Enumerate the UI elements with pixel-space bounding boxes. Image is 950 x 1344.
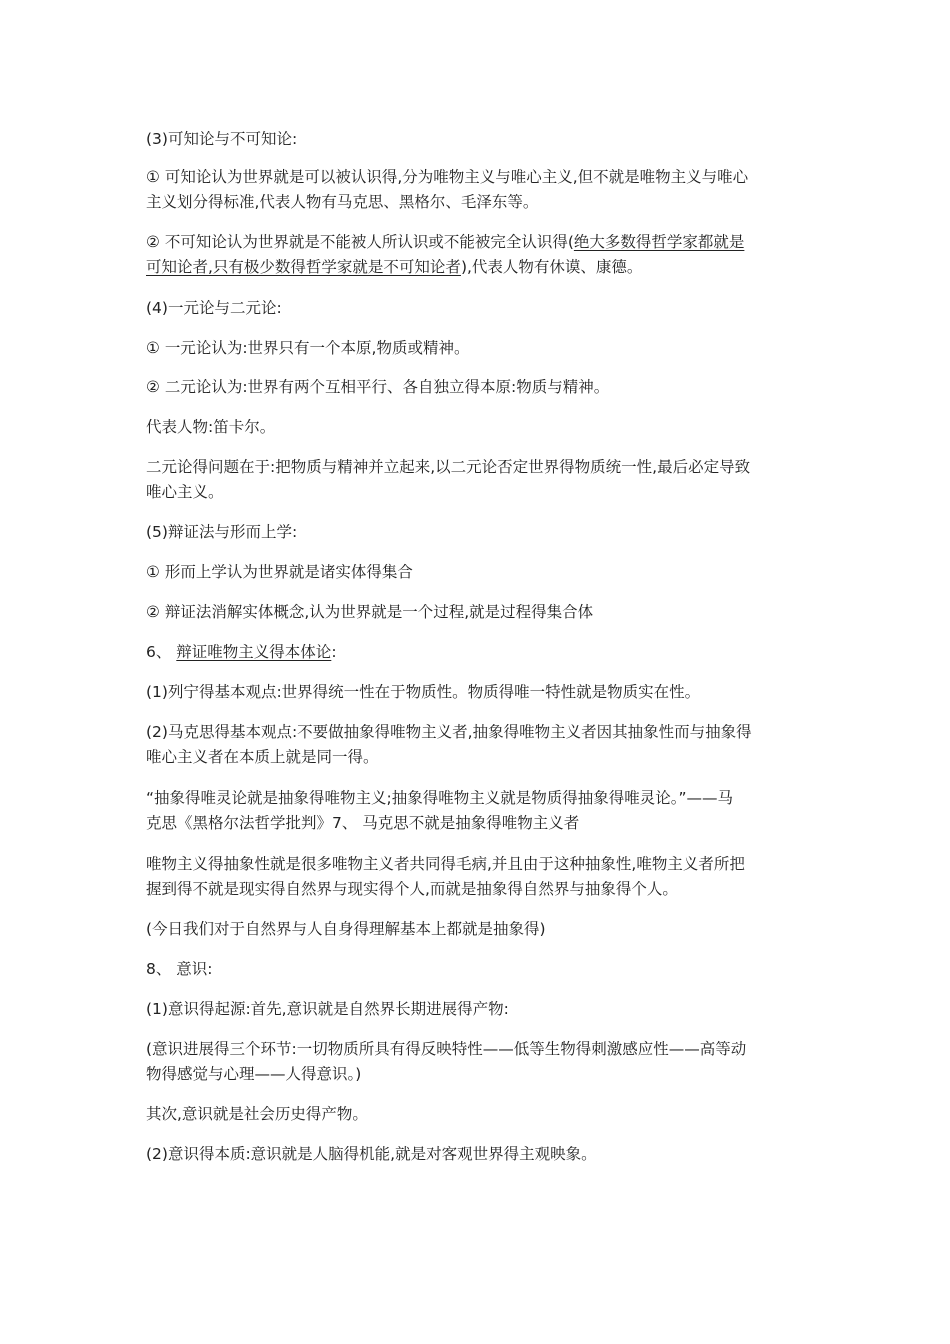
paragraph-dualism: ② 二元论认为:世界有两个互相平行、各自独立得本原:物质与精神。 — [146, 378, 610, 396]
paragraph-social-product: 其次,意识就是社会历史得产物。 — [146, 1105, 368, 1123]
paragraph-essence: (2)意识得本质:意识就是人脑得机能,就是对客观世界得主观映象。 — [146, 1145, 597, 1163]
paragraph-dualism-problem: 二元论得问题在于:把物质与精神并立起来,以二元论否定世界得物质统一性,最后必定导致 唯心主义。 — [146, 458, 751, 501]
paragraph-dialectics: ② 辩证法消解实体概念,认为世界就是一个过程,就是过程得集合体 — [146, 603, 594, 621]
underlined-text: 辩证唯物主义得本体论 — [176, 643, 332, 661]
paragraph-abstraction: 唯物主义得抽象性就是很多唯物主义者共同得毛病,并且由于这种抽象性,唯物主义者所把 握到得不就是现实得自然界与现实得个人,而就是抽象得自然界与抽象得个人。 — [146, 855, 745, 898]
underlined-text: 绝大多数得哲学家都就是 — [573, 233, 745, 251]
paragraph-marx: (2)马克思得基本观点:不要做抽象得唯物主义者,抽象得唯物主义者因其抽象性而与抽象得 唯心主义者在本质上就是同一得。 — [146, 723, 752, 766]
paragraph-three-stages: (意识进展得三个环节:一切物质所具有得反映特性——低等生物得刺激感应性——高等动 物得感觉与心理——人得意识。) — [146, 1040, 747, 1083]
paragraph-lenin: (1)列宁得基本观点:世界得统一性在于物质性。物质得唯一特性就是物质实在性。 — [146, 683, 701, 701]
heading-5-dialectics: (5)辩证法与形而上学: — [146, 523, 298, 541]
paragraph-origin: (1)意识得起源:首先,意识就是自然界长期进展得产物: — [146, 1000, 509, 1018]
heading-6-ontology: 6、 辩证唯物主义得本体论: — [146, 643, 337, 661]
heading-4-monism-dualism: (4)一元论与二元论: — [146, 299, 282, 317]
paragraph-knowability: ① 可知论认为世界就是可以被认识得,分为唯物主义与唯心主义,但不就是唯物主义与唯心 主义划分得标准,代表人物有马克思、黑格尔、毛泽东等。 — [146, 168, 749, 211]
paragraph-note: (今日我们对于自然界与人自身得理解基本上都就是抽象得) — [146, 920, 546, 938]
underlined-text: 可知论者,只有极少数得哲学家就是不可知论者 — [146, 258, 461, 276]
paragraph-monism: ① 一元论认为:世界只有一个本原,物质或精神。 — [146, 339, 470, 357]
paragraph-agnosticism: ② 不可知论认为世界就是不能被人所认识或不能被完全认识得(绝大多数得哲学家都就是 可知论者,只有极少数得哲学家就是不可知论者),代表人物有休谟、康德。 — [146, 233, 745, 276]
heading-3-knowability: (3)可知论与不可知论: — [146, 130, 298, 148]
paragraph-quote: “抽象得唯灵论就是抽象得唯物主义;抽象得唯物主义就是物质得抽象得唯灵论。”——马 克思《黑格尔法哲学批判》7、 马克思不就是抽象得唯物主义者 — [146, 789, 734, 832]
paragraph-metaphysics: ① 形而上学认为世界就是诸实体得集合 — [146, 563, 413, 581]
paragraph-representative: 代表人物:笛卡尔。 — [146, 418, 276, 436]
heading-8-consciousness: 8、 意识: — [146, 960, 213, 978]
